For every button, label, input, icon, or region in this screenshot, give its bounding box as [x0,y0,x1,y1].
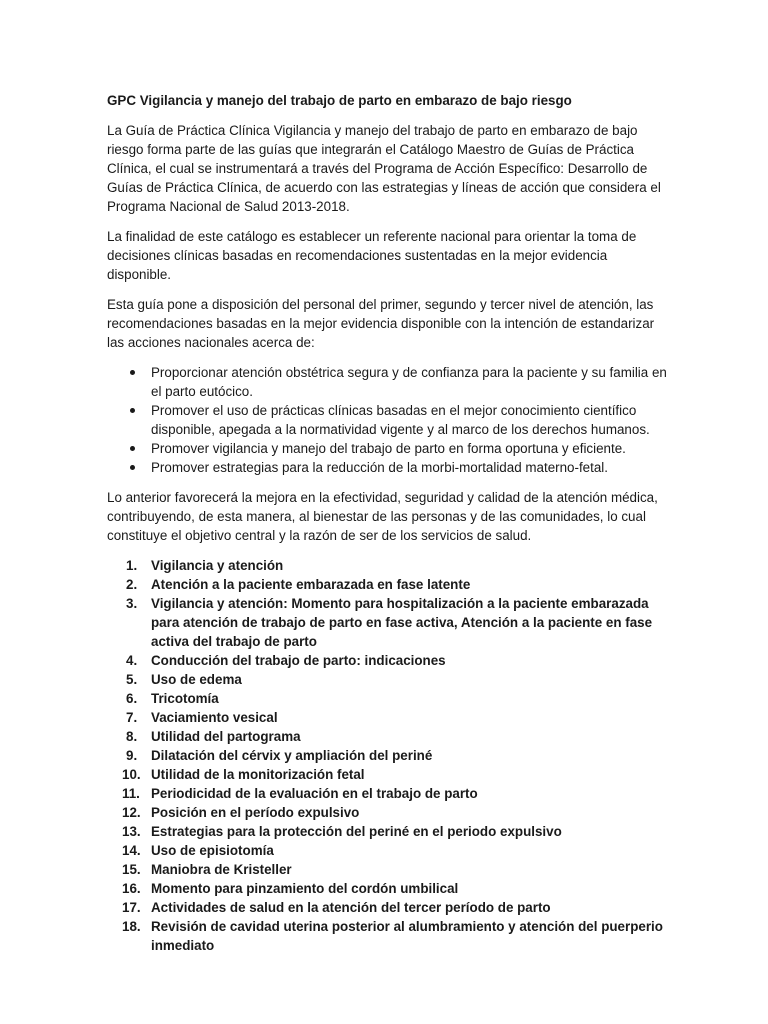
list-text: Conducción del trabajo de parto: indicaciones [151,653,446,668]
bullet-item [151,458,667,477]
list-number: 15. [122,862,141,877]
bullet-dot-icon [130,408,135,413]
list-item [122,803,667,822]
list-number: 6. [126,691,138,706]
list-number: 16. [122,881,141,896]
list-item [122,898,667,917]
list-number: 3. [126,596,138,611]
list-text: Atención a la paciente embarazada en fase latente [151,577,471,592]
list-number: 12. [122,805,141,820]
bullet-item [151,363,667,401]
list-text: Estrategias para la protección del periné en el periodo expulsivo [151,824,562,839]
list-number: 7. [126,710,138,725]
document-page [107,91,667,955]
list-item [122,860,667,879]
list-text: Dilatación del cérvix y ampliación del periné [151,748,433,763]
list-number: 11. [122,786,140,801]
list-item [122,822,667,841]
list-number: 17. [122,900,141,915]
list-text: Vigilancia y atención [151,558,284,573]
paragraph-conclusion: Lo anterior favorecerá la mejora en la efectividad, seguridad y calidad de la atención médica, contribuyendo, de esta manera, al bienestar de las personas y de las comunidades, lo cual constituye el objetivo central y la razón de ser de los servicios de salud. [107,490,658,543]
list-number: 8. [126,729,138,744]
list-text: Actividades de salud en la atención del tercer período de parto [151,900,551,915]
list-item [126,651,667,670]
list-text: Vaciamiento vesical [151,710,278,725]
list-number: 4. [126,653,138,668]
bullet-text: Promover vigilancia y manejo del trabajo de parto en forma oportuna y eficiente. [151,441,626,456]
list-text: Momento para pinzamiento del cordón umbilical [151,881,459,896]
bullet-dot-icon [130,465,135,470]
list-number: 10. [122,767,141,782]
list-item [126,594,667,651]
list-text: Utilidad de la monitorización fetal [151,767,365,782]
list-item [122,879,667,898]
list-number: 18. [122,919,141,934]
list-item [126,746,667,765]
bullet-text: Promover estrategias para la reducción de la morbi-mortalidad materno-fetal. [151,460,608,475]
list-text: Revisión de cavidad uterina posterior al alumbramiento y atención del puerperio inmediato [151,919,663,953]
list-item [122,765,667,784]
list-number: 1. [126,558,138,573]
list-item [126,727,667,746]
numbered-list [107,556,667,955]
document-title: GPC Vigilancia y manejo del trabajo de parto en embarazo de bajo riesgo [107,93,572,108]
list-item [126,708,667,727]
list-item [126,670,667,689]
list-number: 13. [122,824,141,839]
list-text: Tricotomía [151,691,219,706]
list-item [126,575,667,594]
bullet-item [151,401,667,439]
paragraph-purpose: La finalidad de este catálogo es establecer un referente nacional para orientar la toma de decisiones clínicas basadas en recomendaciones sustentadas en la mejor evidencia disponible. [107,229,637,282]
list-text: Uso de episiotomía [151,843,274,858]
list-item [122,784,667,803]
list-text: Maniobra de Kristeller [151,862,292,877]
list-text: Uso de edema [151,672,242,687]
list-text: Posición en el período expulsivo [151,805,360,820]
paragraph-intro: La Guía de Práctica Clínica Vigilancia y manejo del trabajo de parto en embarazo de bajo riesgo forma parte de las guías que integrarán el Catálogo Maestro de Guías de Práctica Clínica, el cual se instrumentará a través del Programa de Acción Específico: Desarrollo de Guías de Práctica Clínica, de acuerdo con las estrategias y líneas de acción que considera el Programa Nacional de Salud 2013-2018. [107,123,661,214]
list-text: Utilidad del partograma [151,729,301,744]
list-text: Vigilancia y atención: Momento para hospitalización a la paciente embarazada para atención de trabajo de parto en fase activa, Atención a la paciente en fase activa del trabajo de parto [151,596,653,649]
list-number: 14. [122,843,141,858]
list-number: 2. [126,577,138,592]
list-item [126,689,667,708]
bullet-dot-icon [130,446,135,451]
list-number: 9. [126,748,138,763]
paragraph-scope: Esta guía pone a disposición del personal del primer, segundo y tercer nivel de atención, las recomendaciones basadas en la mejor evidencia disponible con la intención de estandarizar las acciones nacionales acerca de: [107,297,655,350]
list-item [122,917,667,955]
list-item [122,841,667,860]
list-number: 5. [126,672,138,687]
bullet-list [107,363,667,477]
list-item [126,556,667,575]
bullet-item [151,439,667,458]
bullet-text: Proporcionar atención obstétrica segura y de confianza para la paciente y su familia en el parto eutócico. [151,365,667,399]
list-text: Periodicidad de la evaluación en el trabajo de parto [151,786,478,801]
bullet-dot-icon [130,370,135,375]
bullet-text: Promover el uso de prácticas clínicas basadas en el mejor conocimiento científico disponible, apegada a la normatividad vigente y al marco de los derechos humanos. [151,403,650,437]
